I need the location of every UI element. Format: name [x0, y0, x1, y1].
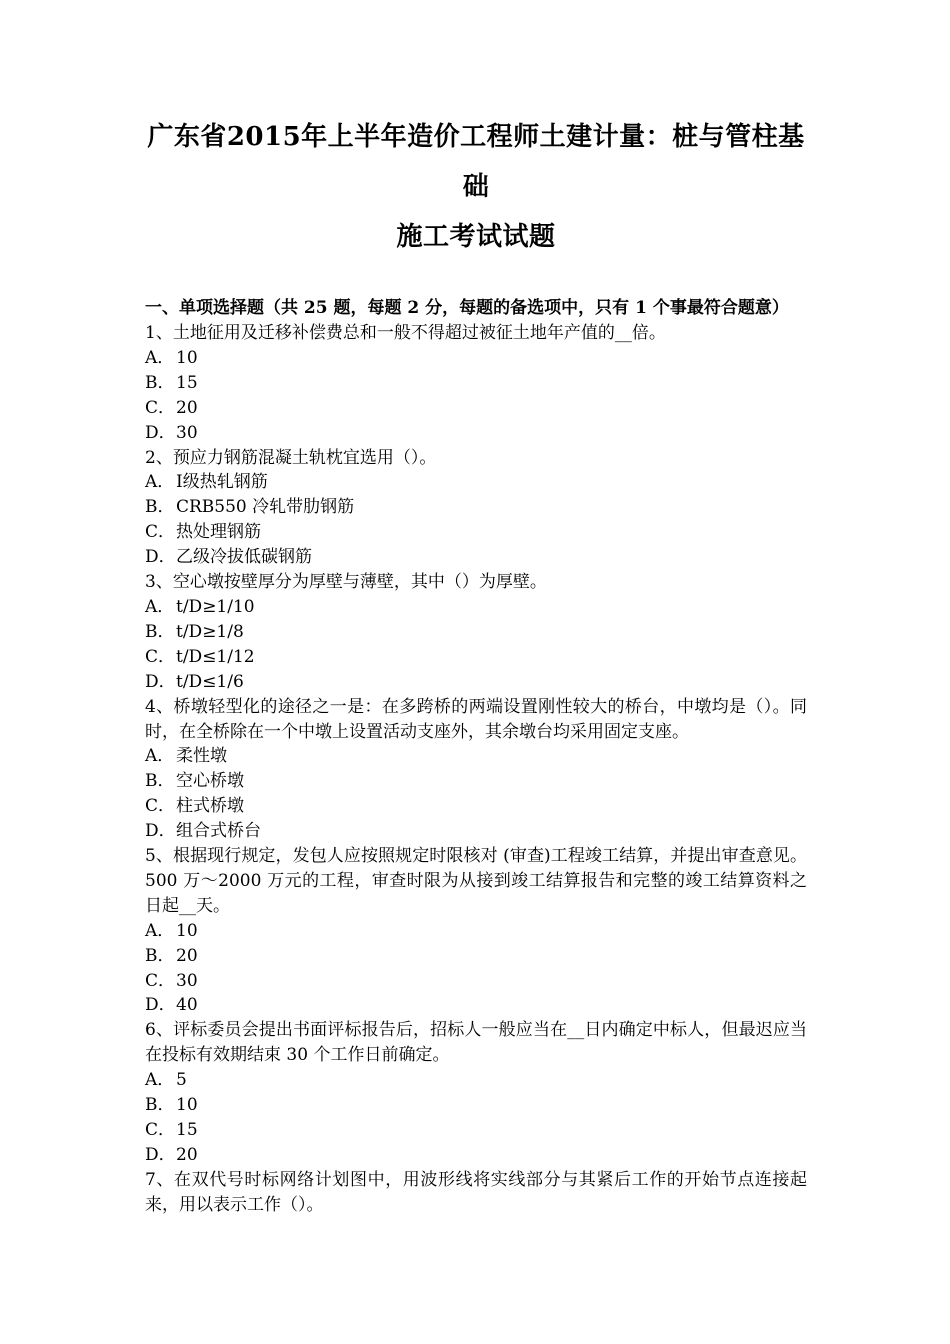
answer-option	[145, 346, 807, 371]
answer-option	[145, 670, 807, 695]
option-letter: B．	[145, 372, 175, 393]
option-letter: A．	[145, 472, 175, 493]
answer-option	[145, 1068, 807, 1093]
option-text: t/D≥1/10	[176, 596, 255, 617]
option-text: 40	[176, 995, 198, 1016]
option-letter: D．	[145, 995, 176, 1016]
answer-option	[145, 1143, 807, 1168]
question-text: 1、土地征用及迁移补偿费总和一般不得超过被征土地年产值的__倍。	[145, 323, 666, 343]
option-text: 5	[176, 1070, 187, 1091]
title-line-1: 广东省2015年上半年造价工程师土建计量：桩与管柱基础	[147, 122, 805, 202]
title-line-2: 施工考试试题	[396, 222, 556, 252]
option-letter: C．	[145, 796, 176, 817]
option-text: 乙级冷拔低碳钢筋	[176, 547, 312, 568]
option-letter: A．	[145, 1070, 175, 1091]
question-text: 4、桥墩轻型化的途径之一是：在多跨桥的两端设置刚性较大的桥台，中墩均是（）。同时，在全桥除在一个中墩上设置活动支座外，其余墩台均采用固定支座。	[145, 696, 807, 742]
option-letter: A．	[145, 596, 175, 617]
option-letter: C．	[145, 1120, 176, 1140]
question-text: 5、根据现行规定，发包人应按照规定时限核对 (审查)工程竣工结算，并提出审查意见。500 万～2000 万元的工程，审查时限为从接到竣工结算报告和完整的竣工结算资料之日起__天。	[145, 846, 807, 916]
answer-option	[145, 520, 807, 545]
answer-option	[145, 495, 807, 520]
answer-option	[145, 944, 807, 969]
option-text: t/D≤1/12	[176, 646, 255, 667]
answer-option	[145, 819, 807, 844]
option-letter: D．	[145, 671, 176, 692]
question-text: 6、评标委员会提出书面评标报告后，招标人一般应当在__日内确定中标人，但最迟应当在投标有效期结束 30 个工作日前确定。	[145, 1020, 807, 1066]
question-text: 3、空心墩按壁厚分为厚壁与薄壁，其中（）为厚壁。	[145, 572, 547, 593]
option-text: 10	[176, 1095, 198, 1116]
option-letter: A．	[145, 347, 175, 368]
option-text: 30	[176, 422, 198, 443]
option-text: Ⅰ级热轧钢筋	[176, 472, 268, 493]
answer-option	[145, 595, 807, 620]
answer-option	[145, 421, 807, 446]
answer-option	[145, 794, 807, 819]
option-letter: B．	[145, 497, 175, 518]
option-text: 柱式桥墩	[176, 796, 244, 817]
option-letter: A．	[145, 746, 175, 767]
option-text: 15	[176, 372, 198, 393]
option-letter: C．	[145, 970, 176, 991]
answer-option	[145, 919, 807, 944]
answer-option	[145, 545, 807, 570]
option-text: 20	[176, 945, 198, 966]
answer-option	[145, 993, 807, 1018]
option-text: 20	[176, 397, 198, 418]
question-list	[145, 321, 807, 1218]
option-text: 15	[176, 1120, 198, 1140]
option-letter: C．	[145, 646, 176, 667]
option-letter: A．	[145, 920, 175, 941]
answer-option	[145, 645, 807, 670]
option-text: 30	[176, 970, 198, 991]
section-heading: 一、单项选择题（共 25 题，每题 2 分，每题的备选项中，只有 1 个事最符合题意）	[145, 298, 789, 318]
question-text: 2、预应力钢筋混凝土轨枕宜选用（）。	[145, 447, 437, 468]
document-title	[145, 112, 807, 262]
option-text: 10	[176, 920, 198, 941]
option-letter: C．	[145, 522, 176, 543]
option-letter: B．	[145, 771, 175, 792]
answer-option	[145, 371, 807, 396]
option-text: 柔性墩	[176, 746, 227, 767]
answer-option	[145, 396, 807, 421]
option-letter: B．	[145, 1095, 175, 1116]
option-text: 组合式桥台	[176, 821, 261, 842]
option-letter: D．	[145, 547, 176, 568]
option-text: 空心桥墩	[176, 771, 244, 792]
option-text: t/D≤1/6	[176, 671, 244, 692]
option-letter: B．	[145, 621, 175, 642]
answer-option	[145, 620, 807, 645]
option-text: 10	[176, 347, 198, 368]
option-letter: C．	[145, 397, 176, 418]
answer-option	[145, 470, 807, 495]
answer-option	[145, 969, 807, 994]
answer-option	[145, 769, 807, 794]
answer-option	[145, 1118, 807, 1143]
option-letter: B．	[145, 945, 175, 966]
option-text: 20	[176, 1144, 198, 1165]
answer-option	[145, 1093, 807, 1118]
option-letter: D．	[145, 821, 176, 842]
option-text: CRB550 冷轧带肋钢筋	[176, 497, 355, 518]
question-text: 7、在双代号时标网络计划图中，用波形线将实线部分与其紧后工作的开始节点连接起来，用以表示工作（）。	[145, 1169, 807, 1215]
option-text: 热处理钢筋	[176, 522, 261, 543]
answer-option	[145, 744, 807, 769]
option-letter: D．	[145, 1144, 176, 1165]
option-text: t/D≥1/8	[176, 621, 244, 642]
option-letter: D．	[145, 422, 176, 443]
